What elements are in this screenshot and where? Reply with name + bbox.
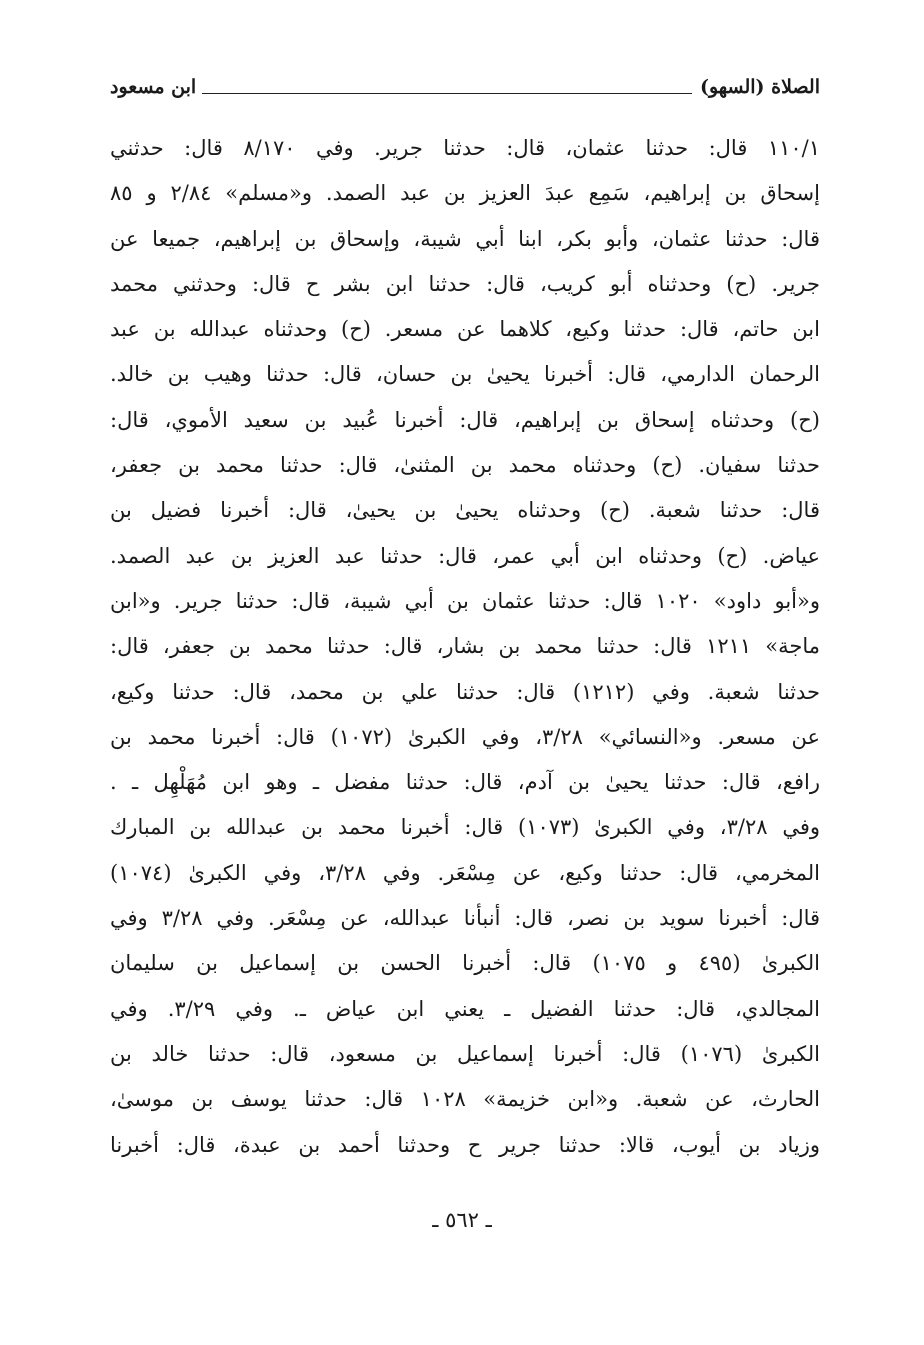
text-line: ١١٠/١ قال: حدثنا عثمان، قال: حدثنا جرير. وفي ٨/١٧٠ قال: حدثني [110, 136, 820, 160]
text-line: قال: حدثنا شعبة. (ح) وحدثناه يحيىٰ بن يحيىٰ، قال: أخبرنا فضيل بن [110, 498, 820, 523]
text-line: الحارث، عن شعبة. و«ابن خزيمة» ١٠٢٨ قال: حدثنا يوسف بن موسىٰ، [110, 1087, 820, 1112]
text-line: قال: أخبرنا سويد بن نصر، قال: أنبأنا عبدالله، عن مِسْعَر. وفي ٣/٢٨ وفي [110, 906, 820, 931]
text-line: وفي ٣/٢٨، وفي الكبرىٰ (١٠٧٣) قال: أخبرنا محمد بن عبدالله بن المبارك [110, 815, 820, 840]
text-line: حدثنا شعبة. وفي (١٢١٢) قال: حدثنا علي بن محمد، قال: حدثنا وكيع، [110, 679, 820, 704]
text-line: ماجة» ١٢١١ قال: حدثنا محمد بن بشار، قال: حدثنا محمد بن جعفر، قال: [110, 634, 820, 659]
header-author: ابن مسعود [110, 76, 197, 98]
running-header [110, 76, 820, 112]
text-line: و«أبو داود» ١٠٢٠ قال: حدثنا عثمان بن أبي شيبة، قال: حدثنا جرير. و«ابن [110, 588, 820, 613]
text-line: الكبرىٰ (١٠٧٦) قال: أخبرنا إسماعيل بن مسعود، قال: حدثنا خالد بن [110, 1041, 820, 1066]
header-section-title: الصلاة (السهو) [699, 76, 820, 98]
text-line: وزياد بن أيوب، قالا: حدثنا جرير ح وحدثنا أحمد بن عبدة، قال: أخبرنا [110, 1132, 820, 1157]
text-line: الرحمان الدارمي، قال: أخبرنا يحيىٰ بن حسان، قال: حدثنا وهيب بن خالد. [110, 362, 820, 387]
text-line: (ح) وحدثناه إسحاق بن إبراهيم، قال: أخبرنا عُبيد بن سعيد الأموي، قال: [110, 407, 820, 432]
text-line: إسحاق بن إبراهيم، سَمِع عبدَ العزيز بن عبد الصمد. و«مسلم» ٢/٨٤ و ٨٥ [110, 181, 820, 206]
text-line: قال: حدثنا عثمان، وأبو بكر، ابنا أبي شيبة، وإسحاق بن إبراهيم، جميعا عن [110, 226, 820, 251]
text-line: الكبرىٰ (٤٩٥ و ١٠٧٥) قال: أخبرنا الحسن بن إسماعيل بن سليمان [110, 951, 820, 976]
text-line: ابن حاتم، قال: حدثنا وكيع، كلاهما عن مسعر. (ح) وحدثناه عبدالله بن عبد [110, 317, 820, 342]
page-number: ـ ٥٦٢ ـ [432, 1208, 492, 1232]
text-line: عن مسعر. و«النسائي» ٣/٢٨، وفي الكبرىٰ (١٠٧٢) قال: أخبرنا محمد بن [110, 724, 820, 749]
text-line: رافع، قال: حدثنا يحيىٰ بن آدم، قال: حدثنا مفضل ـ وهو ابن مُهَلْهِل ـ . [110, 770, 820, 795]
text-line: المخرمي، قال: حدثنا وكيع، عن مِسْعَر. وفي ٣/٢٨، وفي الكبرىٰ (١٠٧٤) [110, 860, 820, 885]
text-line: عياض. (ح) وحدثناه ابن أبي عمر، قال: حدثنا عبد العزيز بن عبد الصمد. [110, 543, 820, 568]
header-rule [202, 93, 692, 94]
text-line: حدثنا سفيان. (ح) وحدثناه محمد بن المثنىٰ، قال: حدثنا محمد بن جعفر، [110, 453, 820, 478]
text-line: جرير. (ح) وحدثناه أبو كريب، قال: حدثنا ابن بشر ح قال: وحدثني محمد [110, 271, 820, 296]
text-line: المجالدي، قال: حدثنا الفضيل ـ يعني ابن عياض ـ. وفي ٣/٢٩. وفي [110, 996, 820, 1021]
body-text [110, 126, 820, 1168]
